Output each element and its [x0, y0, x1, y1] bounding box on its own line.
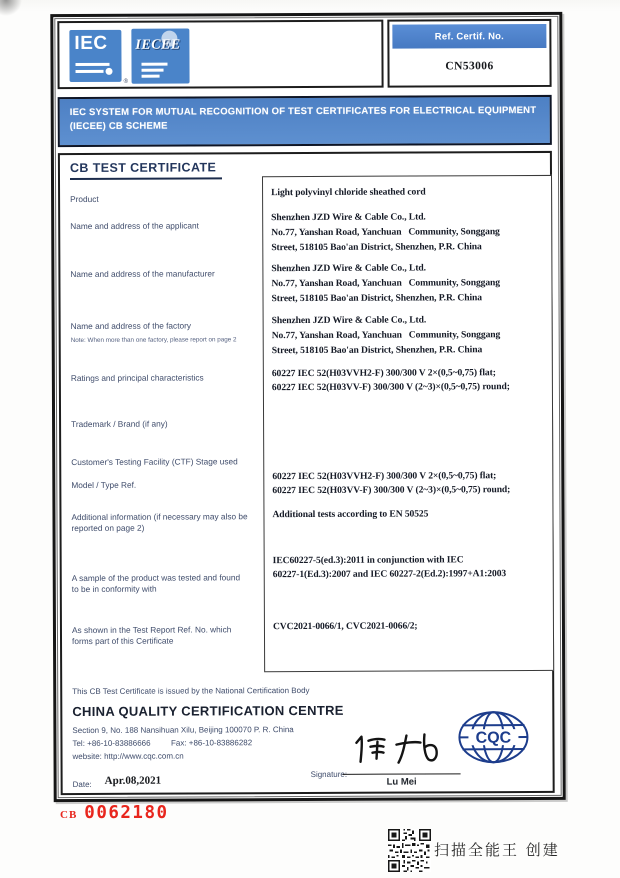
- certificate-body: [58, 151, 555, 795]
- applicant-name: Shenzhen JZD Wire & Cable Co., Ltd.: [271, 211, 426, 224]
- iec-logo-bar: [75, 63, 109, 66]
- ref-certif-header: [392, 24, 546, 49]
- ncb-fax: Fax: +86-10-83886282: [170, 738, 253, 748]
- ncb-tel: Tel: +86-10-83886666: [72, 738, 151, 749]
- signature-label: Signature:: [310, 769, 348, 779]
- trademark-label: Trademark / Brand (if any): [71, 418, 168, 430]
- date-value: Apr.08,2021: [104, 774, 162, 787]
- ncb-website: website: http://www.cqc.com.cn: [72, 751, 184, 762]
- cb-stamp-number: 0062180: [84, 803, 169, 823]
- cqc-logo: [456, 709, 530, 765]
- applicant-address-1: No.77, Yanshan Road, Yanchuan Community, Songgang: [271, 226, 500, 239]
- ratings-line-1: 60227 IEC 52(H03VVH2-F) 300/300 V 2×(0,5~0,75) flat;: [271, 367, 496, 380]
- iecee-logo-text: IECEE: [135, 37, 181, 53]
- iec-logo-dot: [106, 68, 113, 75]
- product-value: Light polyvinyl chloride sheathed cord: [271, 186, 426, 199]
- manufacturer-name: Shenzhen JZD Wire & Cable Co., Ltd.: [271, 262, 426, 275]
- manufacturer-label: Name and address of the manufacturer: [70, 268, 215, 280]
- iec-logo-text: IEC: [74, 32, 108, 55]
- cqc-logo-text: CQC: [475, 729, 512, 747]
- registered-trademark-symbol: ®: [123, 78, 129, 85]
- ncb-phone-line: [72, 738, 252, 748]
- factory-address-1: No.77, Yanshan Road, Yanchuan Community, Songgang: [271, 329, 501, 342]
- logos-box: [57, 20, 383, 89]
- banner-line-2: (IECEE) CB SCHEME: [69, 120, 168, 132]
- factory-label: Name and address of the factory: [70, 320, 192, 332]
- ratings-line-2: 60227 IEC 52(H03VV-F) 300/300 V (2~3)×(0,5~0,75) round;: [271, 381, 510, 394]
- signature-line: [343, 773, 461, 775]
- qr-code: [388, 829, 431, 872]
- test-report-value: CVC2021-0066/1, CVC2021-0066/2;: [272, 620, 418, 633]
- iec-logo-bar: [76, 70, 104, 73]
- date-label: Date:: [72, 779, 92, 790]
- signatory-name: Lu Mei: [386, 776, 417, 788]
- iecee-scheme-banner: [58, 95, 552, 147]
- iecee-logo-bar: [141, 63, 167, 66]
- ref-certif-box: [387, 19, 551, 88]
- ncb-address: Section 9, No. 188 Nansihuan Xilu, Beijing 100070 P. R. China: [72, 725, 294, 736]
- iecee-logo-bar: [142, 69, 164, 72]
- banner-line-1: IEC SYSTEM FOR MUTUAL RECOGNITION OF TEST CERTIFICATES FOR ELECTRICAL EQUIPMENT: [69, 105, 537, 119]
- applicant-label: Name and address of the applicant: [70, 220, 199, 232]
- factory-name: Shenzhen JZD Wire & Cable Co., Ltd.: [271, 314, 427, 327]
- manufacturer-address-2: Street, 518105 Bao'an District, Shenzhen, P.R. China: [271, 292, 482, 305]
- values-box: [262, 175, 554, 672]
- camscanner-watermark-text: 扫描全能王 创建: [434, 841, 560, 859]
- cb-serial-stamp: [60, 803, 169, 823]
- ncb-name: CHINA QUALITY CERTIFICATION CENTRE: [72, 702, 344, 720]
- conformity-line-2: 60227-1(Ed.3):2007 and IEC 60227-2(Ed.2):1997+A1:2003: [272, 568, 507, 581]
- ref-certif-number: CN53006: [445, 60, 494, 73]
- ref-certif-label: Ref. Certif. No.: [434, 30, 505, 42]
- ctf-stage-label: Customer's Testing Facility (CTF) Stage used: [71, 456, 238, 468]
- conformity-line-1: IEC60227-5(ed.3):2011 in conjunction with IEC: [272, 554, 464, 567]
- model-type-label: Model / Type Ref.: [71, 479, 137, 491]
- certificate-title: CB TEST CERTIFICATE: [70, 160, 222, 180]
- issued-by-text: This CB Test Certificate is issued by the National Certification Body: [72, 685, 310, 697]
- product-label: Product: [70, 193, 99, 205]
- conformity-label: A sample of the product was tested and found to be in conformity with: [71, 572, 241, 595]
- applicant-address-2: Street, 518105 Bao'an District, Shenzhen, P.R. China: [271, 241, 482, 254]
- iecee-logo: [131, 29, 189, 84]
- iecee-logo-bar: [142, 75, 160, 78]
- model-line-2: 60227 IEC 52(H03VV-F) 300/300 V (2~3)×(0,5~0,75) round;: [272, 484, 511, 497]
- ratings-label: Ratings and principal characteristics: [70, 372, 204, 384]
- factory-address-2: Street, 518105 Bao'an District, Shenzhen, P.R. China: [271, 344, 483, 357]
- certificate-outer-frame: [50, 12, 565, 802]
- cb-stamp-prefix: CB: [60, 809, 78, 821]
- additional-info-label: Additional information (if necessary may also be reported on page 2): [71, 511, 248, 534]
- iec-logo: [69, 30, 121, 82]
- model-line-1: 60227 IEC 52(H03VVH2-F) 300/300 V 2×(0,5~0,75) flat;: [272, 470, 497, 483]
- test-report-label: As shown in the Test Report Ref. No. which forms part of this Certificate: [71, 624, 232, 647]
- manufacturer-address-1: No.77, Yanshan Road, Yanchuan Community, Songgang: [271, 277, 500, 290]
- handwritten-signature: [344, 731, 454, 771]
- additional-info-value: Additional tests according to EN 50525: [272, 508, 429, 521]
- factory-note: Note: When more than one factory, please report on page 2: [70, 336, 237, 345]
